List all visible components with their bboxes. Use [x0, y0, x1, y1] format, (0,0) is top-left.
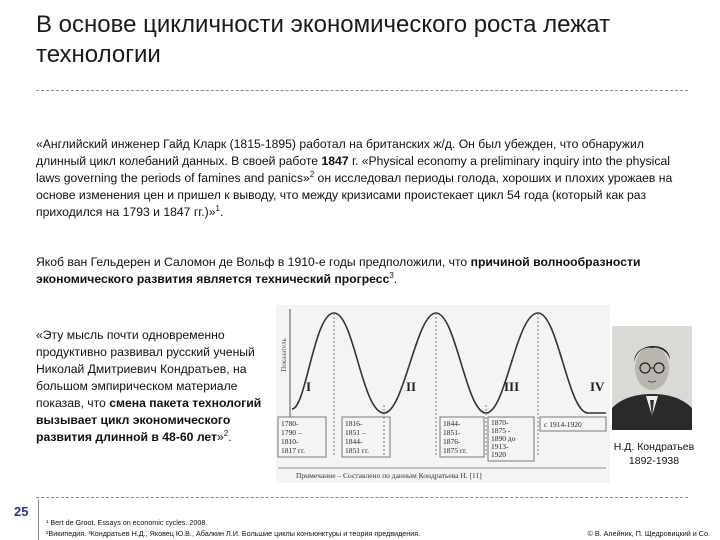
gelderen-bold: причиной волнообразности экономического развития является технический прогресс: [36, 255, 641, 286]
kondratiev-portrait: [612, 326, 692, 430]
period-text: 1817 гг.: [281, 446, 306, 455]
wave-label: III: [504, 379, 520, 394]
period-text: 1851 гг.: [345, 446, 370, 455]
axis-label: Показатель: [280, 338, 288, 372]
caption-years: 1892-1938: [628, 455, 680, 467]
period-text: 1851-: [443, 428, 461, 437]
period-text: 1875 -: [491, 426, 511, 435]
footer-vertical-line: [38, 500, 39, 540]
gelderen-text-b: .: [393, 272, 398, 286]
paragraph-kondratiev: [36, 327, 264, 446]
clark-text-a: «Английский инженер Гайд Кларк (1815-1895) работал на британских ж/д. Он был убежден, что обнаружил длинный цикл колебаний данных. В своей работе: [36, 137, 644, 168]
kondratiev-text-a: «Эту мысль почти одновременно продуктивно развивал русский ученый Николай Дмитриевич Кондратьев, на большом эмпирическом материале показав, что: [36, 328, 255, 410]
kondratiev-bold: смена пакета технологий вызывает цикл экономического развития длинной в 48-60 лет: [36, 396, 262, 444]
period-text: 1876-: [443, 437, 461, 446]
period-text: 1851 –: [345, 428, 366, 437]
caption-name: Н.Д. Кондратьев: [613, 441, 695, 453]
footnote-2: ²Википедия. ³Кондратьев Н.Д., Яковец Ю.В., Абалкин Л.И. Большие циклы конъюнктуры и теория предвидения.: [46, 529, 421, 538]
period-text: 1816-: [345, 419, 363, 428]
kondratiev-text-b: »: [217, 430, 224, 444]
period-text: 1844-: [443, 419, 461, 428]
footnote-ref: 2: [309, 169, 315, 179]
wave-label: II: [406, 379, 417, 394]
period-text: 1890 до: [491, 434, 516, 443]
period-text: 1844-: [345, 437, 363, 446]
clark-text-c: он исследовал периоды голода, хороших и плохих урожаев на основе изменения цен и пришел к выводу, что между кризисами проистекает цикл 54 года (который как раз приходился на 1793 и 1847 гг.)»: [36, 171, 673, 219]
footer-divider: [36, 497, 688, 498]
period-text: 1810-: [281, 437, 299, 446]
period-text: 1790 –: [281, 428, 302, 437]
figure-note: Примечание – Составлено по данным Кондратьева Н. [11]: [296, 471, 482, 480]
portrait-caption: [606, 440, 702, 468]
paragraph-gelderen: [36, 254, 676, 288]
footnote-ref: 2: [223, 428, 229, 438]
kondratiev-waves-figure: [276, 305, 610, 483]
title-divider: [36, 90, 688, 91]
footnote-ref: 3: [389, 270, 394, 280]
period-text: 1913-: [491, 442, 509, 451]
copyright: © В. Алейник, П. Щедровицкий и Со.: [587, 529, 710, 538]
clark-text-d: .: [219, 205, 224, 219]
gelderen-text-a: Якоб ван Гельдерен и Саломон де Вольф в 1910-е годы предположили, что: [36, 255, 471, 269]
page-title: В основе цикличности экономического роста лежат технологии: [36, 11, 611, 68]
footnote-ref: 1: [215, 203, 220, 213]
kondratiev-text-c: .: [228, 430, 232, 444]
page-number: 25: [14, 504, 29, 519]
clark-text-b: г. «Physical economy a preliminary inquiry into the physical laws governing the periods of famines and panics»: [36, 154, 670, 185]
paragraph-clark: [36, 136, 676, 221]
period-text: с 1914-1920: [544, 420, 582, 429]
period-text: 1780-: [281, 419, 299, 428]
period-text: 1870-: [491, 418, 509, 427]
footnote-1: ¹ Bert de Groot. Essays on economic cycles. 2008.: [46, 518, 208, 527]
wave-label: IV: [590, 379, 605, 394]
period-text: 1920: [491, 450, 506, 459]
period-text: 1875 гг.: [443, 446, 468, 455]
wave-label: I: [306, 379, 312, 394]
clark-year: 1847: [321, 154, 349, 168]
